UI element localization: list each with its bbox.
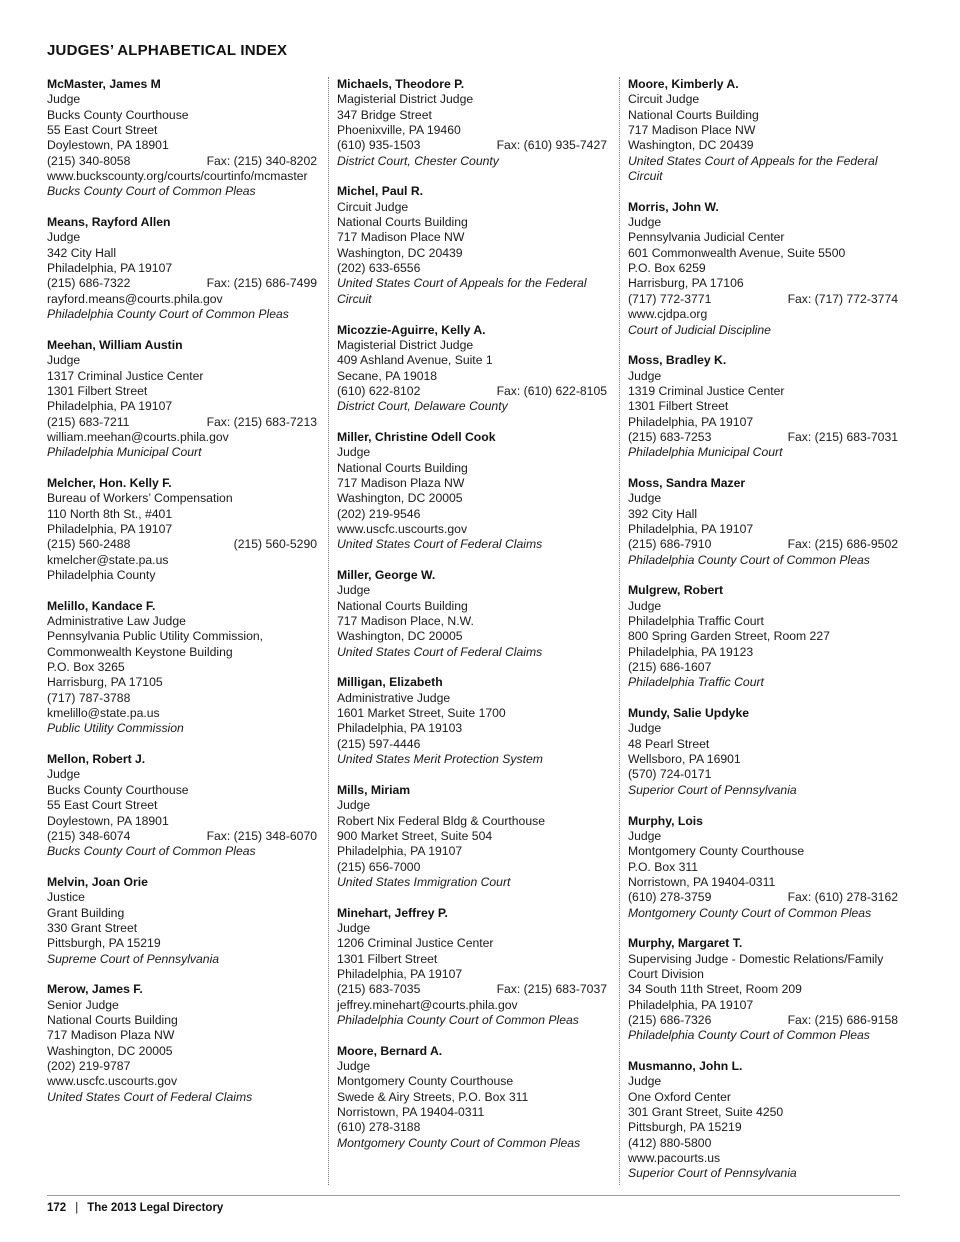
fax-number: Fax: (610) 622-8105 xyxy=(496,383,607,398)
entry-line: Pittsburgh, PA 15219 xyxy=(628,1120,742,1135)
entry-line: Pennsylvania Judicial Center xyxy=(628,230,785,245)
court-name: United States Court of Appeals for the Federal Circuit xyxy=(337,276,587,306)
phone-number: (215) 683-7211 xyxy=(47,414,130,429)
court-name: District Court, Delaware County xyxy=(337,399,508,414)
judge-name: Moore, Kimberly A. xyxy=(628,77,739,91)
court-name: Montgomery County Court of Common Pleas xyxy=(628,905,872,920)
phone-fax-row xyxy=(628,890,898,905)
footer-separator: | xyxy=(75,1202,79,1214)
entry-line: (202) 219-9787 xyxy=(47,1059,131,1073)
entry-line: 900 Market Street, Suite 504 xyxy=(337,828,493,843)
entry-line: Judge xyxy=(628,1074,662,1089)
phone-number: (215) 686-7910 xyxy=(628,537,712,552)
entry-line: 347 Bridge Street xyxy=(337,107,432,122)
entry-line: Judge xyxy=(628,598,662,613)
phone-fax-row xyxy=(628,292,898,307)
entry-line: Norristown, PA 19404-0311 xyxy=(628,874,776,889)
phone-fax-row xyxy=(47,829,317,844)
phone-fax-row xyxy=(47,537,317,552)
column-divider xyxy=(328,77,329,1185)
entry-line: 48 Pearl Street xyxy=(628,736,710,751)
court-name: Court of Judicial Discipline xyxy=(628,322,771,337)
court-name: United States Merit Protection System xyxy=(337,752,543,767)
entry-line: (215) 686-1607 xyxy=(628,660,712,675)
entry-line: Philadelphia, PA 19107 xyxy=(47,521,173,536)
entry-line: Judge xyxy=(337,583,371,598)
judge-name: Michel, Paul R. xyxy=(337,184,424,199)
entry-line: 55 East Court Street xyxy=(47,798,158,813)
court-name: Philadelphia Traffic Court xyxy=(628,675,764,690)
entry-contact: william.meehan@courts.phila.gov xyxy=(47,429,229,444)
entry-line: Secane, PA 19018 xyxy=(337,368,438,383)
entry-line: P.O. Box 6259 xyxy=(628,261,706,276)
entry-line: Philadelphia, PA 19107 xyxy=(337,966,463,981)
entry-line: (570) 724-0171 xyxy=(628,767,712,782)
phone-number: (610) 935-1503 xyxy=(337,138,421,153)
entry-line: Harrisburg, PA 17105 xyxy=(47,675,163,690)
judge-name: Milligan, Elizabeth xyxy=(337,675,443,690)
entry-line: (412) 880-5800 xyxy=(628,1135,712,1150)
judge-entry xyxy=(47,599,317,737)
court-name: United States Court of Federal Claims xyxy=(47,1089,253,1104)
judge-entry xyxy=(47,215,317,322)
entry-line: 800 Spring Garden Street, Room 227 xyxy=(628,629,830,644)
entry-line: (610) 278-3188 xyxy=(337,1120,421,1135)
entry-line: Bucks County Courthouse xyxy=(47,782,189,797)
entry-line: Grant Building xyxy=(47,905,125,920)
entry-line: 717 Madison Place, N.W. xyxy=(337,614,474,629)
entry-line: Judge xyxy=(47,767,81,782)
entry-line: Philadelphia, PA 19123 xyxy=(628,644,754,659)
phone-fax-row xyxy=(628,1013,898,1028)
entry-line: (202) 633-6556 xyxy=(337,261,421,276)
phone-fax-row xyxy=(47,276,317,291)
judge-entry xyxy=(337,77,607,169)
entry-line: Philadelphia, PA 19107 xyxy=(47,399,173,414)
judge-name: Miller, Christine Odell Cook xyxy=(337,429,496,444)
footer-rule xyxy=(47,1195,900,1196)
entry-line: 1319 Criminal Justice Center xyxy=(628,383,785,398)
judge-name: Means, Rayford Allen xyxy=(47,215,171,230)
judge-name: Musmanno, John L. xyxy=(628,1059,743,1073)
judge-entry xyxy=(628,77,898,184)
judge-name: Mills, Miriam xyxy=(337,782,411,797)
entry-contact: kmelcher@state.pa.us xyxy=(47,552,169,567)
judge-name: Moss, Bradley K. xyxy=(628,353,727,368)
entry-line: Phoenixville, PA 19460 xyxy=(337,123,461,138)
judge-entry xyxy=(47,77,317,200)
entry-line: 717 Madison Place NW xyxy=(337,230,465,245)
judge-entry xyxy=(337,675,607,767)
court-name: Bucks County Court of Common Pleas xyxy=(47,844,256,859)
entry-line: Doylestown, PA 18901 xyxy=(47,813,169,828)
judge-name: Melvin, Joan Orie xyxy=(47,874,148,889)
entry-line: Philadelphia, PA 19107 xyxy=(337,844,463,859)
entry-line: Circuit Judge xyxy=(628,92,700,107)
judge-entry xyxy=(47,338,317,461)
judge-entry xyxy=(628,936,898,1043)
entry-line: P.O. Box 3265 xyxy=(47,660,125,675)
judge-name: Morris, John W. xyxy=(628,199,719,214)
entry-line: Judge xyxy=(628,215,662,230)
phone-number: (215) 683-7253 xyxy=(628,429,712,444)
court-name: United States Court of Appeals for the Federal Circuit xyxy=(628,153,878,184)
judge-name: Melillo, Kandace F. xyxy=(47,598,156,613)
entry-line: www.uscfc.uscourts.gov xyxy=(47,1074,178,1089)
page-number: 172 xyxy=(47,1202,67,1214)
judge-name: Moore, Bernard A. xyxy=(337,1043,443,1058)
entry-line: 55 East Court Street xyxy=(47,123,158,138)
fax-number: Fax: (215) 348-6070 xyxy=(206,828,317,843)
court-name: United States Court of Federal Claims xyxy=(337,644,543,659)
court-name: United States Court of Federal Claims xyxy=(337,537,543,552)
fax-number: Fax: (717) 772-3774 xyxy=(787,291,898,306)
entry-contact: Philadelphia County xyxy=(47,568,156,582)
entry-line: Montgomery County Courthouse xyxy=(337,1074,514,1089)
entry-line: Philadelphia, PA 19107 xyxy=(628,414,754,429)
entry-line: Washington, DC 20005 xyxy=(337,629,463,644)
entry-line: Judge xyxy=(47,230,81,245)
entry-line: 392 City Hall xyxy=(628,506,698,521)
entry-line: Administrative Judge xyxy=(337,690,451,705)
judge-entry xyxy=(337,1044,607,1151)
phone-fax-row xyxy=(628,430,898,445)
fax-number: Fax: (610) 935-7427 xyxy=(496,138,607,153)
entry-line: Philadelphia, PA 19107 xyxy=(628,997,754,1012)
entry-contact: jeffrey.minehart@courts.phila.gov xyxy=(337,997,518,1012)
judge-entry xyxy=(628,353,898,460)
entry-line: Court Division xyxy=(628,966,704,981)
entry-line: 1206 Criminal Justice Center xyxy=(337,936,494,951)
entry-line: National Courts Building xyxy=(337,460,468,475)
judge-entry xyxy=(337,906,607,1029)
entry-line: National Courts Building xyxy=(47,1012,178,1027)
entry-line: Judge xyxy=(47,92,81,107)
phone-number: (215) 686-7322 xyxy=(47,276,131,291)
judge-entry xyxy=(337,568,607,660)
phone-number: (215) 683-7035 xyxy=(337,982,421,997)
judge-entry xyxy=(628,1059,898,1182)
judge-entry xyxy=(337,323,607,415)
page-footer xyxy=(47,1202,223,1214)
fax-number: Fax: (215) 340-8202 xyxy=(206,153,317,168)
entry-line: Judge xyxy=(337,798,371,813)
entry-line: 1301 Filbert Street xyxy=(628,399,729,414)
publication-title: The 2013 Legal Directory xyxy=(87,1202,224,1214)
phone-number: (717) 772-3771 xyxy=(628,291,712,306)
judge-name: Micozzie-Aguirre, Kelly A. xyxy=(337,322,486,337)
phone-fax-row xyxy=(337,384,607,399)
entry-line: 1301 Filbert Street xyxy=(337,951,438,966)
entry-line: kmelillo@state.pa.us xyxy=(47,706,160,721)
entry-line: Judge xyxy=(47,353,81,368)
phone-number: (215) 560-2488 xyxy=(47,537,131,552)
fax-number: Fax: (610) 278-3162 xyxy=(787,890,898,905)
entry-line: 330 Grant Street xyxy=(47,920,138,935)
entry-line: National Courts Building xyxy=(337,215,468,230)
phone-number: (215) 686-7326 xyxy=(628,1012,712,1027)
judge-name: Murphy, Margaret T. xyxy=(628,936,743,951)
entry-line: (215) 597-4446 xyxy=(337,736,421,751)
judge-name: Michaels, Theodore P. xyxy=(337,77,465,91)
judge-name: McMaster, James M xyxy=(47,77,161,91)
phone-number: (610) 622-8102 xyxy=(337,383,421,398)
fax-number: Fax: (215) 686-7499 xyxy=(206,276,317,291)
court-name: Philadelphia County Court of Common Pleas xyxy=(628,552,870,567)
entry-contact: www.cjdpa.org xyxy=(628,307,708,322)
judge-name: Melcher, Hon. Kelly F. xyxy=(47,475,172,490)
entry-line: 34 South 11th Street, Room 209 xyxy=(628,982,802,997)
phone-number: (215) 348-6074 xyxy=(47,828,131,843)
judge-name: Merow, James F. xyxy=(47,982,143,997)
entry-line: Wellsboro, PA 16901 xyxy=(628,752,741,767)
entry-line: Magisterial District Judge xyxy=(337,337,474,352)
entry-line: Bucks County Courthouse xyxy=(47,107,189,122)
entry-line: Commonwealth Keystone Building xyxy=(47,644,233,659)
court-name: Philadelphia Municipal Court xyxy=(628,445,783,460)
fax-number: Fax: (215) 683-7031 xyxy=(787,429,898,444)
entry-line: Judge xyxy=(337,1059,371,1073)
judge-name: Murphy, Lois xyxy=(628,813,703,828)
judge-entry xyxy=(337,184,607,307)
judge-name: Meehan, William Austin xyxy=(47,337,183,352)
court-name: Philadelphia County Court of Common Pleas xyxy=(47,307,289,322)
entry-line: Justice xyxy=(47,890,85,905)
entry-line: www.pacourts.us xyxy=(628,1151,721,1166)
court-name: District Court, Chester County xyxy=(337,153,499,168)
entry-line: Montgomery County Courthouse xyxy=(628,844,805,859)
entry-line: Washington, DC 20005 xyxy=(47,1043,173,1058)
entry-line: Senior Judge xyxy=(47,997,119,1012)
fax-number: (215) 560-5290 xyxy=(233,537,317,552)
entry-line: Washington, DC 20439 xyxy=(628,138,754,153)
entry-line: 301 Grant Street, Suite 4250 xyxy=(628,1105,784,1120)
entry-line: 342 City Hall xyxy=(47,245,117,260)
entry-line: Washington, DC 20005 xyxy=(337,491,463,506)
entry-line: 717 Madison Plaza NW xyxy=(47,1028,175,1043)
phone-fax-row xyxy=(337,982,607,997)
entry-line: 110 North 8th St., #401 xyxy=(47,506,173,521)
entry-contact: rayford.means@courts.phila.gov xyxy=(47,291,223,306)
judge-name: Moss, Sandra Mazer xyxy=(628,475,746,490)
entry-line: 1601 Market Street, Suite 1700 xyxy=(337,706,506,721)
judge-entry xyxy=(628,706,898,798)
entry-line: 601 Commonwealth Avenue, Suite 5500 xyxy=(628,245,846,260)
judge-entry xyxy=(47,752,317,859)
judge-entry xyxy=(628,200,898,338)
fax-number: Fax: (215) 683-7037 xyxy=(496,982,607,997)
page-title: JUDGES’ ALPHABETICAL INDEX xyxy=(47,42,288,59)
phone-fax-row xyxy=(628,537,898,552)
judge-entry xyxy=(47,476,317,583)
judge-entry xyxy=(337,430,607,553)
entry-line: 1317 Criminal Justice Center xyxy=(47,368,204,383)
entry-line: Philadelphia Traffic Court xyxy=(628,614,764,629)
entry-line: National Courts Building xyxy=(337,598,468,613)
directory-column-2 xyxy=(337,77,607,1166)
phone-number: (610) 278-3759 xyxy=(628,890,712,905)
entry-line: Judge xyxy=(628,491,662,506)
phone-number: (215) 340-8058 xyxy=(47,153,131,168)
fax-number: Fax: (215) 683-7213 xyxy=(206,414,317,429)
judge-name: Miller, George W. xyxy=(337,568,436,582)
judge-entry xyxy=(47,982,317,1105)
entry-line: Doylestown, PA 18901 xyxy=(47,138,169,153)
judge-name: Mundy, Salie Updyke xyxy=(628,706,749,721)
entry-line: Pennsylvania Public Utility Commission, xyxy=(47,629,264,644)
judge-entry xyxy=(47,875,317,967)
entry-line: 717 Madison Plaza NW xyxy=(337,475,465,490)
phone-fax-row xyxy=(337,138,607,153)
court-name: Public Utility Commission xyxy=(47,721,184,736)
entry-line: Supervising Judge - Domestic Relations/Family xyxy=(628,951,884,966)
entry-line: Magisterial District Judge xyxy=(337,92,474,107)
judge-name: Mulgrew, Robert xyxy=(628,583,724,598)
entry-line: 1301 Filbert Street xyxy=(47,383,148,398)
court-name: Philadelphia Municipal Court xyxy=(47,445,202,460)
entry-line: Judge xyxy=(337,445,371,460)
entry-line: Judge xyxy=(628,721,662,736)
entry-line: www.uscfc.uscourts.gov xyxy=(337,521,468,536)
entry-line: P.O. Box 311 xyxy=(628,859,699,874)
entry-line: Philadelphia, PA 19103 xyxy=(337,721,463,736)
phone-fax-row xyxy=(47,154,317,169)
entry-line: National Courts Building xyxy=(628,107,759,122)
entry-line: Washington, DC 20439 xyxy=(337,245,463,260)
court-name: United States Immigration Court xyxy=(337,874,511,889)
phone-fax-row xyxy=(47,415,317,430)
court-name: Supreme Court of Pennsylvania xyxy=(47,951,220,966)
court-name: Superior Court of Pennsylvania xyxy=(628,782,797,797)
directory-column-3 xyxy=(628,77,898,1197)
court-name: Philadelphia County Court of Common Pleas xyxy=(628,1028,870,1043)
entry-line: Judge xyxy=(628,368,662,383)
entry-line: Harrisburg, PA 17106 xyxy=(628,276,744,291)
entry-line: Circuit Judge xyxy=(337,199,409,214)
court-name: Bucks County Court of Common Pleas xyxy=(47,184,256,199)
judge-name: Mellon, Robert J. xyxy=(47,752,146,767)
entry-line: Pittsburgh, PA 15219 xyxy=(47,936,161,951)
entry-line: (215) 656-7000 xyxy=(337,859,421,874)
entry-contact: www.buckscounty.org/courts/courtinfo/mcmaster xyxy=(47,169,308,184)
entry-line: Philadelphia, PA 19107 xyxy=(628,521,754,536)
judge-entry xyxy=(628,476,898,568)
entry-line: One Oxford Center xyxy=(628,1089,731,1104)
entry-line: 409 Ashland Avenue, Suite 1 xyxy=(337,353,493,368)
fax-number: Fax: (215) 686-9158 xyxy=(787,1012,898,1027)
entry-line: Administrative Law Judge xyxy=(47,614,186,629)
entry-line: Philadelphia, PA 19107 xyxy=(47,261,173,276)
entry-line: 717 Madison Place NW xyxy=(628,123,756,138)
court-name: Philadelphia County Court of Common Pleas xyxy=(337,1012,579,1027)
fax-number: Fax: (215) 686-9502 xyxy=(787,537,898,552)
judge-entry xyxy=(337,783,607,890)
entry-line: Norristown, PA 19404-0311 xyxy=(337,1105,485,1120)
entry-line: (202) 219-9546 xyxy=(337,506,421,521)
entry-line: Robert Nix Federal Bldg & Courthouse xyxy=(337,813,545,828)
directory-column-1 xyxy=(47,77,317,1120)
court-name: Montgomery County Court of Common Pleas xyxy=(337,1135,581,1150)
entry-line: Bureau of Workers’ Compensation xyxy=(47,491,233,506)
entry-line: (717) 787-3788 xyxy=(47,690,131,705)
entry-line: Swede & Airy Streets, P.O. Box 311 xyxy=(337,1089,529,1104)
column-divider xyxy=(619,77,620,1185)
entry-line: Judge xyxy=(628,828,662,843)
judge-entry xyxy=(628,583,898,690)
judge-name: Minehart, Jeffrey P. xyxy=(337,905,448,920)
entry-line: Judge xyxy=(337,920,371,935)
judge-entry xyxy=(628,814,898,921)
court-name: Superior Court of Pennsylvania xyxy=(628,1166,797,1181)
